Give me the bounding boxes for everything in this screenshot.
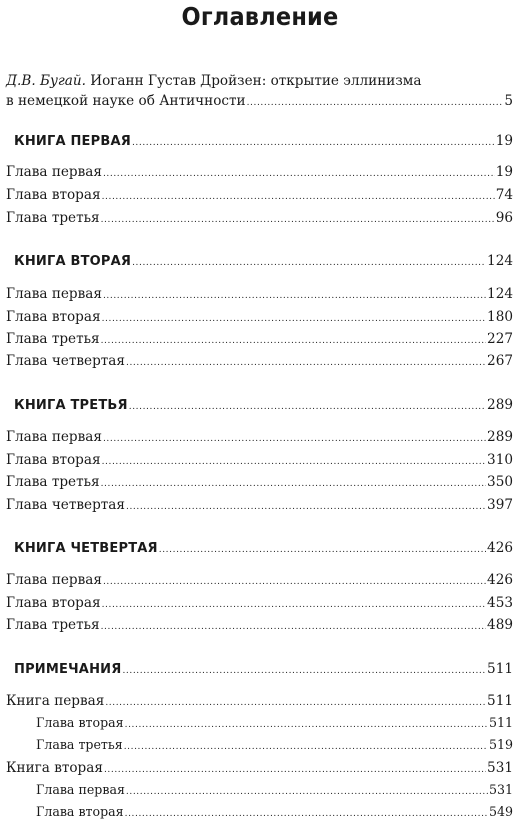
page-number: 124 (487, 286, 513, 302)
page-number: 531 (488, 782, 513, 797)
page-number: 124 (487, 253, 513, 269)
toc-label: Глава вторая (6, 187, 101, 203)
toc-book-entry[interactable] (14, 395, 513, 415)
toc-chapter-entry[interactable] (6, 615, 513, 635)
toc-chapter-entry[interactable] (6, 307, 513, 327)
toc-label: КНИГА ТРЕТЬЯ (14, 398, 128, 413)
page-number: 519 (488, 737, 513, 752)
toc-label: Глава первая (6, 164, 102, 180)
dot-leader (102, 187, 495, 207)
page-number: 397 (487, 497, 513, 513)
toc-label: Глава четвертая (6, 497, 125, 513)
dot-leader (129, 397, 486, 417)
toc-chapter-entry[interactable] (6, 472, 513, 492)
dot-leader (125, 715, 488, 735)
toc-chapter-entry[interactable] (6, 351, 513, 371)
toc-label: Глава вторая (36, 804, 124, 819)
toc-book-entry[interactable] (14, 538, 513, 558)
dot-leader (132, 133, 495, 153)
dot-leader (104, 760, 486, 780)
dot-leader (124, 737, 488, 757)
page-number: 511 (487, 661, 513, 677)
toc-chapter-entry[interactable] (6, 162, 513, 182)
dot-leader (103, 429, 486, 449)
toc-label: Глава первая (6, 286, 102, 302)
dot-leader (126, 782, 488, 802)
dot-leader (102, 595, 486, 615)
intro-entry-line1[interactable] (6, 71, 421, 91)
intro-entry-line2[interactable] (6, 91, 513, 111)
dot-leader (103, 164, 495, 184)
toc-chapter-entry[interactable] (6, 208, 513, 228)
page-title: Оглавление (181, 2, 339, 31)
toc-label: Глава третья (6, 210, 100, 226)
dot-leader (105, 693, 486, 713)
page-number: 511 (487, 693, 513, 709)
toc-label: Книга первая (6, 693, 105, 709)
toc-label: Глава первая (6, 429, 102, 445)
toc-label: Глава третья (6, 331, 100, 347)
toc-book-entry[interactable] (14, 131, 513, 151)
toc-label: Глава вторая (6, 309, 101, 325)
page-number: 289 (487, 397, 513, 413)
intro-title-line1: Иоганн Густав Дройзен: открытие эллинизма (90, 73, 422, 89)
toc-label: КНИГА ЧЕТВЕРТАЯ (14, 541, 158, 556)
toc-chapter-entry[interactable] (6, 427, 513, 447)
toc-label: ПРИМЕЧАНИЯ (14, 662, 122, 677)
page-number: 310 (487, 452, 513, 468)
page-number: 453 (487, 595, 513, 611)
toc-chapter-entry[interactable] (6, 758, 513, 778)
toc-book-entry[interactable] (14, 251, 513, 271)
page-number: 74 (495, 187, 513, 203)
page-number: 489 (487, 617, 513, 633)
dot-leader (102, 452, 486, 472)
page-number: 267 (487, 353, 513, 369)
dot-leader (125, 804, 488, 824)
toc-chapter-entry[interactable] (6, 593, 513, 613)
toc-subchapter-entry[interactable] (36, 802, 513, 822)
toc-chapter-entry[interactable] (6, 329, 513, 349)
toc-label: Глава первая (36, 782, 125, 797)
page-number: 19 (495, 164, 513, 180)
page-number: 549 (488, 804, 513, 819)
page-number: 289 (487, 429, 513, 445)
dot-leader (126, 353, 486, 373)
toc-label: КНИГА ПЕРВАЯ (14, 134, 131, 149)
dot-leader (103, 572, 486, 592)
toc-label: Книга вторая (6, 760, 103, 776)
dot-leader (102, 309, 486, 329)
toc-label: Глава третья (6, 474, 100, 490)
dot-leader (159, 540, 486, 560)
dot-leader (101, 617, 486, 637)
toc-subchapter-entry[interactable] (36, 780, 513, 800)
toc-label: Глава первая (6, 572, 102, 588)
dot-leader (122, 661, 486, 681)
toc-chapter-entry[interactable] (6, 284, 513, 304)
page-number: 227 (487, 331, 513, 347)
toc-label: Глава вторая (6, 452, 101, 468)
toc-chapter-entry[interactable] (6, 495, 513, 515)
page-number: 511 (488, 715, 513, 730)
intro-author: Д.В. Бугай. (6, 73, 86, 89)
page-number: 426 (487, 572, 513, 588)
dot-leader (103, 286, 486, 306)
toc-label: КНИГА ВТОРАЯ (14, 254, 132, 269)
toc-label: Глава третья (36, 737, 123, 752)
page-number: 531 (487, 760, 513, 776)
dot-leader (101, 331, 486, 351)
toc-label: Глава вторая (6, 595, 101, 611)
toc-chapter-entry[interactable] (6, 691, 513, 711)
toc-subchapter-entry[interactable] (36, 713, 513, 733)
toc-chapter-entry[interactable] (6, 185, 513, 205)
intro-title-line2: в немецкой науке об Античности (6, 93, 246, 109)
dot-leader (132, 253, 486, 273)
page-number: 5 (504, 93, 513, 109)
page-number: 426 (487, 540, 513, 556)
toc-chapter-entry[interactable] (6, 570, 513, 590)
dot-leader (101, 474, 486, 494)
toc-label: Глава вторая (36, 715, 124, 730)
toc-label: Глава четвертая (6, 353, 125, 369)
page-number: 96 (495, 210, 513, 226)
page-number: 180 (487, 309, 513, 325)
page-number: 19 (495, 133, 513, 149)
dot-leader (126, 497, 486, 517)
toc-subchapter-entry[interactable] (36, 735, 513, 755)
toc-book-entry[interactable] (14, 659, 513, 679)
toc-chapter-entry[interactable] (6, 450, 513, 470)
toc-label: Глава третья (6, 617, 100, 633)
dot-leader (101, 210, 495, 230)
dot-leader (247, 93, 504, 113)
page-number: 350 (487, 474, 513, 490)
